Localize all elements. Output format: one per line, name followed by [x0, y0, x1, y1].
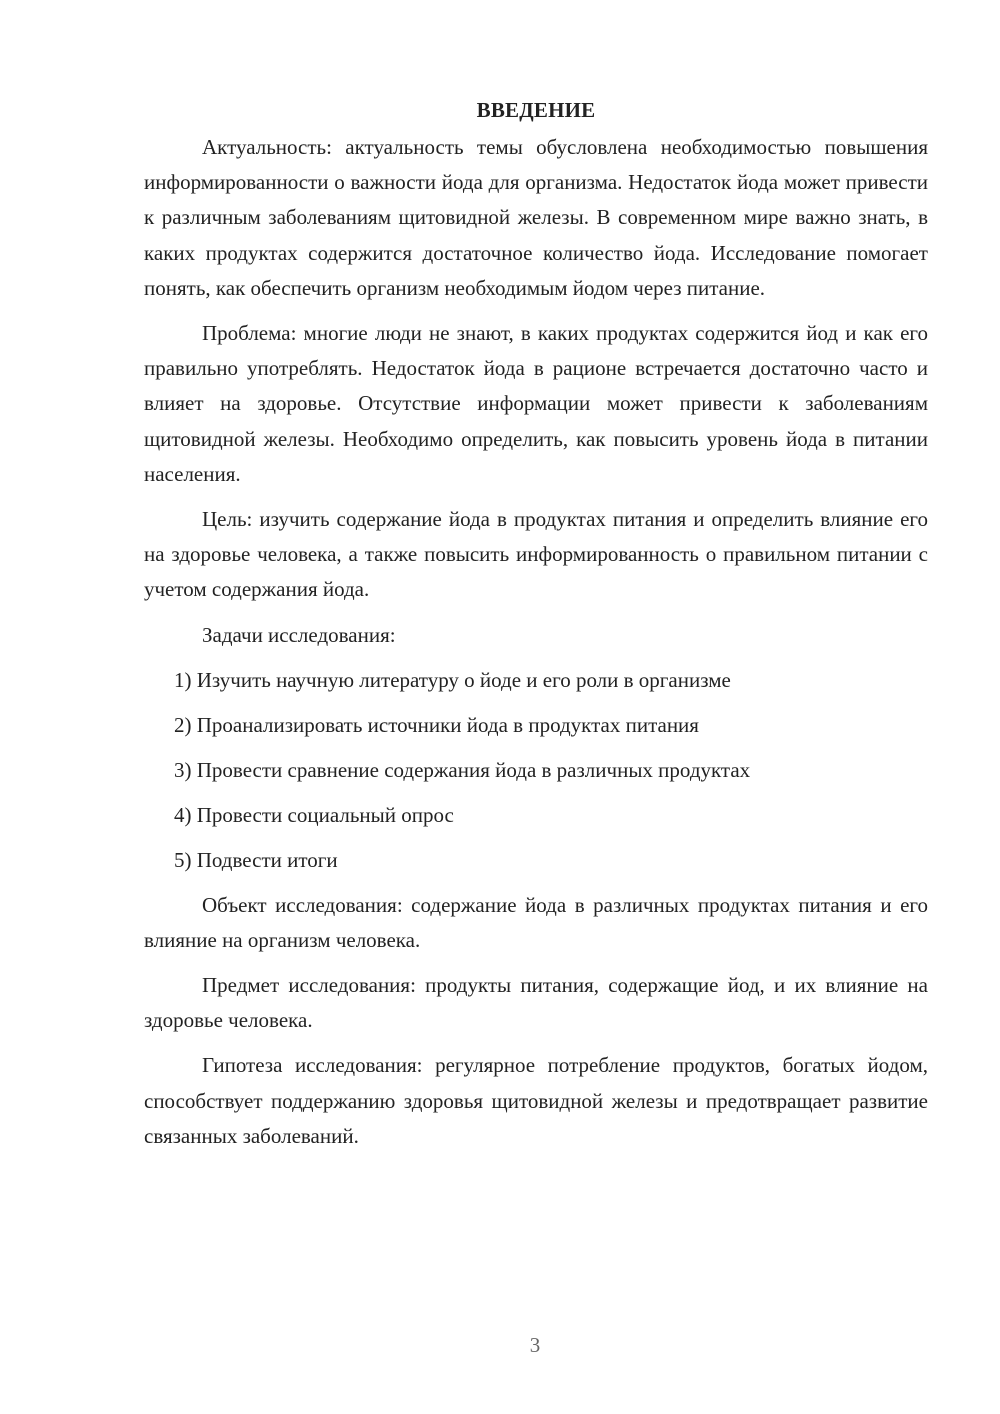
- goal-paragraph: Цель: изучить содержание йода в продуктах питания и определить влияние его на здоровье человека, а также повысить информированность о правильном питании с учетом содержания йода.: [144, 507, 928, 602]
- relevance-paragraph: Актуальность: актуальность темы обусловлена необходимостью повышения информированности о важности йода для организма. Недостаток йода может привести к различным заболеваниям щитовидной железы. В современном мире важно знать, в каких продуктах содержится достаточное количество йода. Исследование помогает понять, как обеспечить организм необходимым йодом через питание.: [144, 135, 928, 300]
- tasks-heading: Задачи исследования:: [202, 622, 396, 647]
- problem-paragraph: Проблема: многие люди не знают, в каких продуктах содержится йод и как его правильно употреблять. Недостаток йода в рационе встречается достаточно часто и влияет на здоровье. Отсутствие информации может привести к заболеваниям щитовидной железы. Необходимо определить, как повысить уровень йода в питании населения.: [144, 321, 928, 486]
- subject-paragraph: Предмет исследования: продукты питания, содержащие йод, и их влияние на здоровье человека.: [144, 973, 928, 1033]
- task-item-5: 5) Подвести итоги: [174, 847, 338, 872]
- page-number: 3: [529, 1333, 541, 1357]
- task-item-1: 1) Изучить научную литературу о йоде и его роли в организме: [174, 667, 731, 692]
- hypothesis-paragraph: Гипотеза исследования: регулярное потребление продуктов, богатых йодом, способствует поддержанию здоровья щитовидной железы и предотвращает развитие связанных заболеваний.: [144, 1053, 928, 1148]
- document-page: [144, 90, 928, 1164]
- task-item-2: 2) Проанализировать источники йода в продуктах питания: [174, 712, 699, 737]
- section-heading: ВВЕДЕНИЕ: [476, 98, 596, 122]
- object-paragraph: Объект исследования: содержание йода в различных продуктах питания и его влияние на организм человека.: [144, 892, 928, 952]
- task-item-3: 3) Провести сравнение содержания йода в различных продуктах: [174, 757, 751, 782]
- task-item-4: 4) Провести социальный опрос: [174, 802, 454, 827]
